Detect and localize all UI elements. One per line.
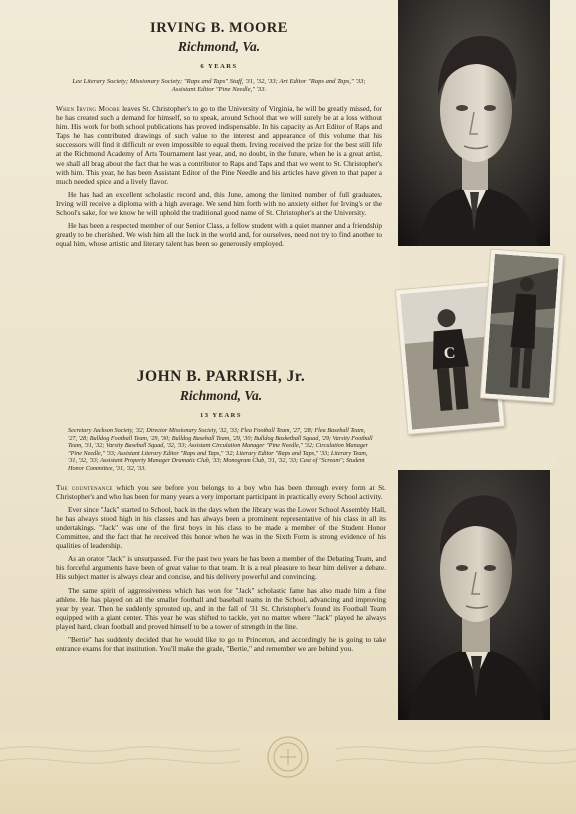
years-at-school: 13 YEARS <box>200 412 242 419</box>
biography-paragraph: Ever since "Jack" started to School, back in the days when the library was the Lower School Assembly Hall, he has always stood high in his classes and has always been a prominent representative of his class in all its undertakings. "Jack" was one of the first boys in his class to be made a member of the Student Honor Committee, and the fact that he received this honor when he was in the Sixth Form is strong evidence of his qualities of leadership. <box>56 504 386 551</box>
lead-in: When Irving Moore <box>56 104 121 113</box>
ornamental-footer <box>0 735 576 814</box>
biography-paragraph: He has been a respected member of our Senior Class, a fellow student with a quiet manner and a friendship greatly to be cherished. We wish him all the luck in the world and, for ourselves, need not try to find another to equal him, whose artistic and literary talent has been so generously employed. <box>56 221 382 249</box>
svg-text:C: C <box>443 344 457 363</box>
biography-paragraph: As an orator "Jack" is unsurpassed. For the past two years he has been a member of the Debating Team, and his forceful arguments have been of great value to that team. It is a real pleasure to hear him deliver a debate. His subject matter is always clear and concise, and his delivery powerful and convincing. <box>56 554 386 582</box>
senior-city: Richmond, Va. <box>177 39 261 54</box>
biography-paragraph <box>56 483 386 501</box>
paragraph-text: leaves St. Christopher's to go to the University of Virginia, he will be greatly missed, for he has created such a demand for himself, so to speak, around School that we will surely be at a loss without him. His work for both school publications has proved indispensable. In his capacity as Art Editor of Raps and Taps he has contributed drawings of such value to the interest and appearance of this volume that his successors will find it difficult or even impossible to equal them. Irving received the prize for the best still life at the Richmond Academy of Arts Tournament last year, and, no doubt, in the future, when he is a great artist, we shall all brag about the fact that he was a contributor to Raps and Taps and that we went to St. Christopher's with him. This year, he has been Assistant Editor of the Pine Needle and his articles have given to that paper a much needed spice and a lively flavor. <box>56 104 382 186</box>
activities-list: Lee Literary Society; Missionary Society; "Raps and Taps" Staff, '31, '32, '33; Art Editor "Raps and Taps," '33; Assistant Editor "Pine Needle," '33. <box>72 78 366 93</box>
biography-paragraph: He has had an excellent scholastic record and, this June, among the limited number of full graduates, Irving will receive a diploma with a high average. We send him forth with no anxiety either for Irving's or the School's sake, for we know he will uphold the traditional good name of St. Christopher's at the University. <box>56 189 382 218</box>
ornamental-seal-icon <box>0 735 576 814</box>
years-at-school: 6 YEARS <box>200 63 238 70</box>
snapshot-image <box>485 254 559 398</box>
activities-list: Secretary Jackson Society, '32; Director Missionary Society, '32, '33; Flea Football Team, '27, '28; Flea Baseball Team, '27, '28; Bulldog Football Team, '29, '30; Bulldog Baseball Team, '29, '30; Bulldog Basketball Squad, '29; Varsity Football Team, '31, '32; Varsity Baseball Squad, '32, '33; Assistant Circulation Manager "Pine Needle," '32; Circulation Manager "Pine Needle," '33; Assistant Literary Editor "Raps and Taps," '32; Literary Editor "Raps and Taps," '33; Literary Team, '31, '32, '33; Assistant Property Manager Dramatic Club, '33; Monogram Club, '31, '32, '33; Cast of "Scream"; Student Honor Committee, '31, '32, '33. <box>68 427 373 472</box>
biography-paragraph: The same spirit of aggressiveness which has won for "Jack" scholastic fame has also made him a fine athlete. He has played on all the smaller football and baseball teams in the School, advancing and improving year by year. Then he suddenly sprouted up, and in the fall of '31 St. Christopher's found its Football Team equipped with a giant center. This year he was shifted to tackle, yet no matter where "Jack" played he always played hard, clean football and proved himself to be a tower of strength in the line. <box>56 585 386 631</box>
lead-in: The countenance <box>56 482 113 492</box>
biography-paragraph: "Bertie" has suddenly decided that he would like to go to Princeton, and accordingly he is going to take entrance exams for that institution. You'll make the grade, "Bertie," and remember we are behind you. <box>56 634 386 654</box>
portrait-photo-icon <box>398 0 550 246</box>
senior-name: IRVING B. MOORE <box>150 20 288 36</box>
senior-city: Richmond, Va. <box>179 388 263 403</box>
portrait-photo-icon <box>398 470 550 720</box>
entry-irving-moore <box>56 20 382 252</box>
senior-name: JOHN B. PARRISH, Jr. <box>136 368 306 385</box>
entry-john-parrish <box>56 368 386 657</box>
biography-paragraph <box>56 104 382 186</box>
standing-figure-snapshot-icon <box>481 250 563 403</box>
paragraph-text: which you see before you belongs to a boy who has been through every form at St. Christopher's and who has been for many years a very important participant in practically every School activity. <box>56 482 386 501</box>
